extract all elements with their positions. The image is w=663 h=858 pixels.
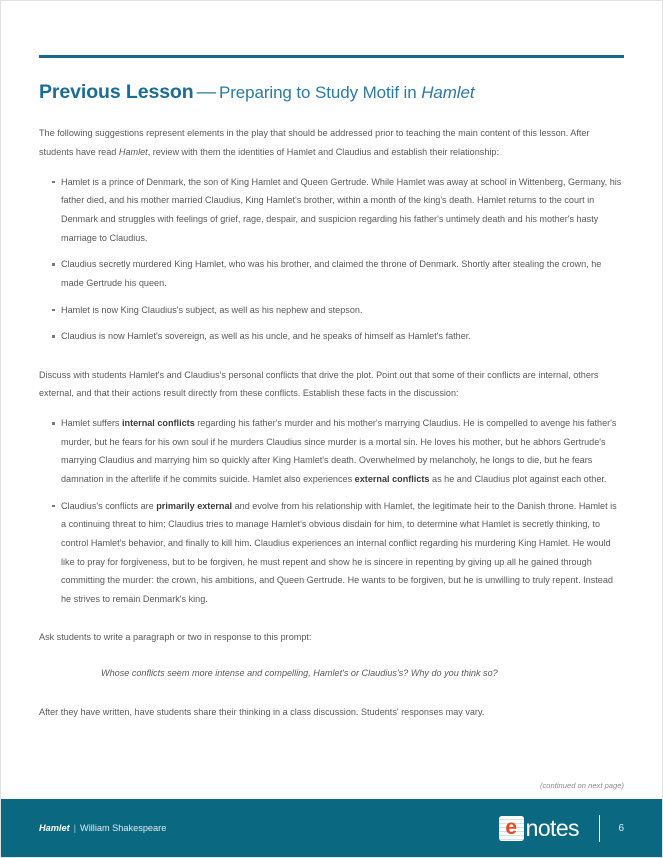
page-title [39,81,624,104]
footer-work-title: Hamlet [39,823,70,833]
footer-author: William Shakespeare [80,823,167,833]
intro-part2: , review with them the identities of Hamlet and Claudius and establish their relationship: [147,147,500,158]
hamlet-bold-internal: internal conflicts [121,418,195,429]
claudius-bold-primarily-external: primarily external [156,500,233,511]
identities-list [39,173,624,346]
conflicts-list [39,414,624,608]
header-divider-rule [39,55,624,58]
page-content [1,1,662,799]
page-subtitle-work: Hamlet [421,83,475,102]
enotes-logo-wordmark: notes [525,814,579,841]
intro-work-title: Hamlet [118,147,148,158]
list-item: Hamlet is a prince of Denmark, the son of King Hamlet and Queen Gertrude. While Hamlet was away at school in Wittenberg, Germany, his father died, and his mother married Claudius, King Hamlet's brother, within a month of the king's death. Hamlet returns to the court in Denmark and struggles with feelings of grief, rage, despair, and suspicion regarding his father's untimely death and his mother's hasty marriage to Claudius. [39,173,624,248]
after-written-paragraph: After they have written, have students share their thinking in a class discussion. Students' responses may vary. [39,706,485,717]
page-title-dash: — [196,81,216,103]
list-item: Claudius secretly murdered King Hamlet, who was his brother, and claimed the throne of Denmark. Shortly after stealing the crown, he made Gertrude his queen. [39,255,624,292]
enotes-logo-mark-icon [499,816,524,841]
hamlet-seg2: regarding his father's murder and his mother's marrying Claudius. He is compelled to avenge his father's murder, but he fears for his own soul if he murders Claudius since murder is a mortal sin. He loves his mother, but he abhors Gertrude's marrying Claudius and marrying him so quickly after King Hamlet's death. Overwhelmed by melancholy, he longs to die, but he fears damnation in the afterlife if he commits suicide. Hamlet also experiences [61,418,617,484]
page-footer [1,799,662,857]
hamlet-seg3: as he and Claudius plot against each other. [429,474,607,484]
page-title-bold: Previous Lesson [39,81,194,103]
page-subtitle [219,83,475,102]
list-item-claudius-conflicts [39,497,624,609]
footer-divider [599,815,601,842]
footer-separator: | [73,823,77,833]
intro-paragraph [39,124,624,161]
list-item: Claudius is now Hamlet's sovereign, as well as his uncle, and he speaks of himself as Hamlet's father. [39,327,624,346]
intro-part1: The following suggestions represent elements in the play that should be addressed prior to teaching the main content of this lesson. After students have read [39,128,590,158]
prompt-quote: Whose conflicts seem more intense and compelling, Hamlet's or Claudius's? Why do you think so? [101,668,498,679]
footer-brand-area [499,815,624,842]
claudius-seg1: Claudius's conflicts are [61,500,157,511]
continued-note: (continued on next page) [539,781,624,790]
hamlet-seg1: Hamlet suffers [61,418,122,429]
list-item-hamlet-conflicts [39,414,624,489]
page-number: 6 [618,822,624,834]
hamlet-bold-external: external conflicts [354,474,430,484]
footer-citation [39,823,166,833]
enotes-logo [499,816,579,841]
claudius-seg2: and evolve from his relationship with Hamlet, the legitimate heir to the Danish throne. Hamlet is a continuing threat to him; Claudius tries to manage Hamlet's obvious disdain for him, to determine what Hamlet is secretly thinking, to control Hamlet's behavior, and finally to kill him. Claudius experiences an internal conflict regarding his murdering King Hamlet. He would like to pray for forgiveness, but to be forgiven, he must repent and show he is sincere in repenting by giving up all he gained through committing the murder: the crown, his ambitions, and Queen Gertrude. He wants to be forgiven, but he is unwilling to truly repent. Instead he strives to remain Denmark's king. [61,500,617,604]
enotes-logo-letter: e [505,815,518,839]
page-subtitle-prefix: Preparing to Study Motif in [218,83,422,102]
list-item: Hamlet is now King Claudius's subject, as well as his nephew and stepson. [39,301,624,320]
conflicts-paragraph: Discuss with students Hamlet's and Claudius's personal conflicts that drive the plot. Point out that some of their conflicts are internal, others external, and that their actions result directly from these conflicts. Establish these facts in the discussion: [39,369,599,399]
ask-students-paragraph: Ask students to write a paragraph or two in response to this prompt: [39,632,312,643]
